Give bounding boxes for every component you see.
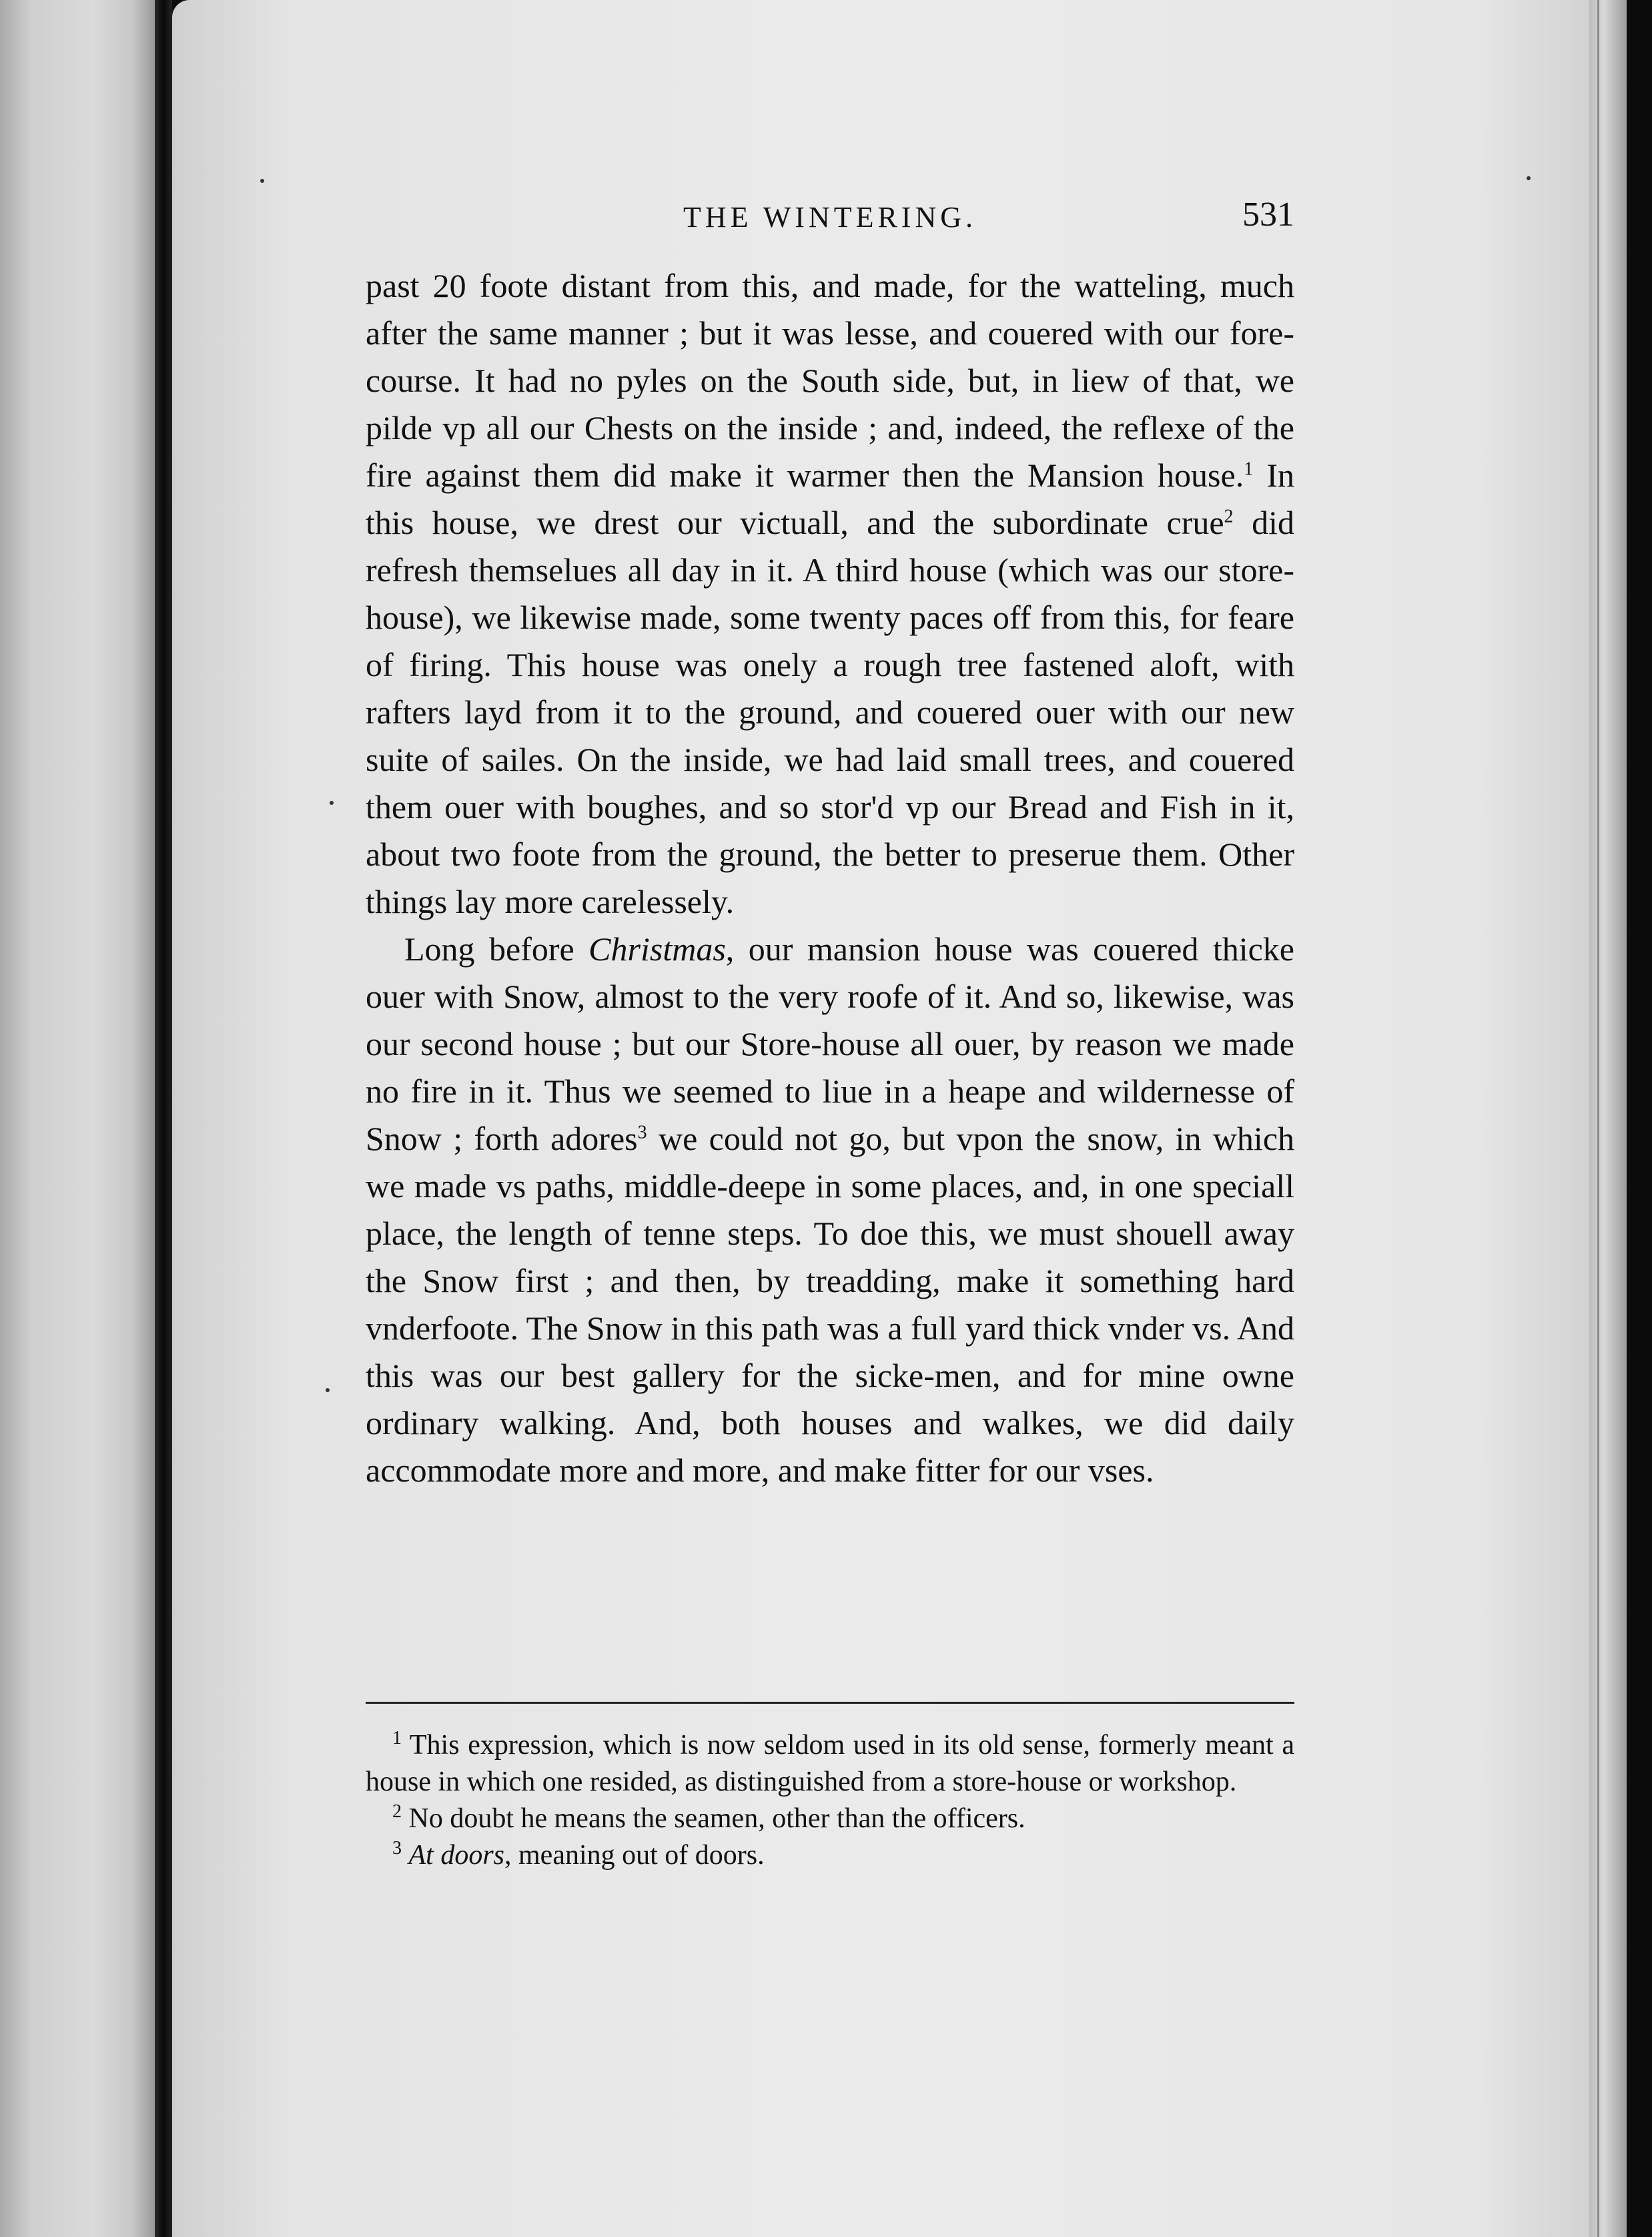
- print-speck: [330, 801, 334, 805]
- print-speck: [326, 1388, 330, 1392]
- footnote-text: , meaning out of doors.: [504, 1840, 765, 1871]
- paragraph-text: past 20 foote distant from this, and made, for the watteling, much after the same manner ; but it was lesse, and couered with our fore-course. It had no pyles on the South side, but, in liew of that, we pilde vp all our Chests on the inside ; and, indeed, the reflexe of the fire against them did make it warmer then the Mansion house.: [366, 267, 1294, 494]
- paragraph: [366, 262, 1294, 926]
- footnote-marker: 1: [392, 1728, 402, 1748]
- italic-term: Christmas: [588, 930, 726, 968]
- footnote-italic: At doors: [408, 1840, 505, 1871]
- footnote-reference: 1: [1244, 458, 1254, 480]
- paragraph: [366, 926, 1294, 1494]
- footnote-text: This expression, which is now seldom used in its old sense, formerly meant a house in which one resided, as distinguished from a store-house or workshop.: [366, 1730, 1294, 1797]
- left-page-edge: [0, 0, 155, 2237]
- page-number: 531: [1242, 196, 1294, 234]
- running-head: [366, 195, 1294, 242]
- footnote-reference: 2: [1224, 506, 1234, 527]
- running-title: THE WINTERING.: [683, 201, 977, 234]
- print-speck: [1527, 176, 1531, 180]
- paragraph-text: In this house, we drest our victuall, and the subordinate crue: [366, 456, 1294, 541]
- paragraph-text: Long before: [404, 930, 589, 968]
- body-text: [366, 262, 1294, 1494]
- right-page-edge: [1589, 0, 1627, 2237]
- footnote: [366, 1727, 1294, 1801]
- footnotes: [366, 1727, 1294, 1874]
- footnote-marker: 2: [392, 1801, 402, 1822]
- footnote-reference: 3: [637, 1122, 647, 1143]
- print-speck: [260, 179, 264, 183]
- paragraph-text: , our mansion house was couered thicke ouer with Snow, almost to the very roofe of it. And so, likewise, was our second house ; but our Store-house all ouer, by reason we made no fire in it. Thus we seemed to liue in a heape and wildernesse of Snow ; forth adores: [366, 930, 1294, 1157]
- footnote-divider: [366, 1702, 1294, 1704]
- footnote: [366, 1837, 1294, 1874]
- book-spine-gutter: [155, 0, 172, 2237]
- footnote-text: No doubt he means the seamen, other than the officers.: [408, 1803, 1025, 1834]
- footnote-marker: 3: [392, 1838, 402, 1859]
- paragraph-text: did refresh themselues all day in it. A third house (which was our store-house), we likewise made, some twenty paces off from this, for feare of firing. This house was onely a rough tree fastened aloft, with rafters layd from it to the ground, and couered ouer with our new suite of sailes. On the inside, we had laid small trees, and couered them ouer with boughes, and so stor'd vp our Bread and Fish in it, about two foote from the ground, the better to preserue them. Other things lay more carelessely.: [366, 504, 1294, 920]
- footnote: [366, 1801, 1294, 1837]
- paragraph-text: we could not go, but vpon the snow, in which we made vs paths, middle-deepe in some places, and, in one speciall place, the length of tenne steps. To doe this, we must shouell away the Snow first ; and then, by treadding, make it something hard vnderfoote. The Snow in this path was a full yard thick vnder vs. And this was our best gallery for the sicke-men, and for mine owne ordinary walking. And, both houses and walkes, we did daily accommodate more and more, and make fitter for our vses.: [366, 1120, 1295, 1489]
